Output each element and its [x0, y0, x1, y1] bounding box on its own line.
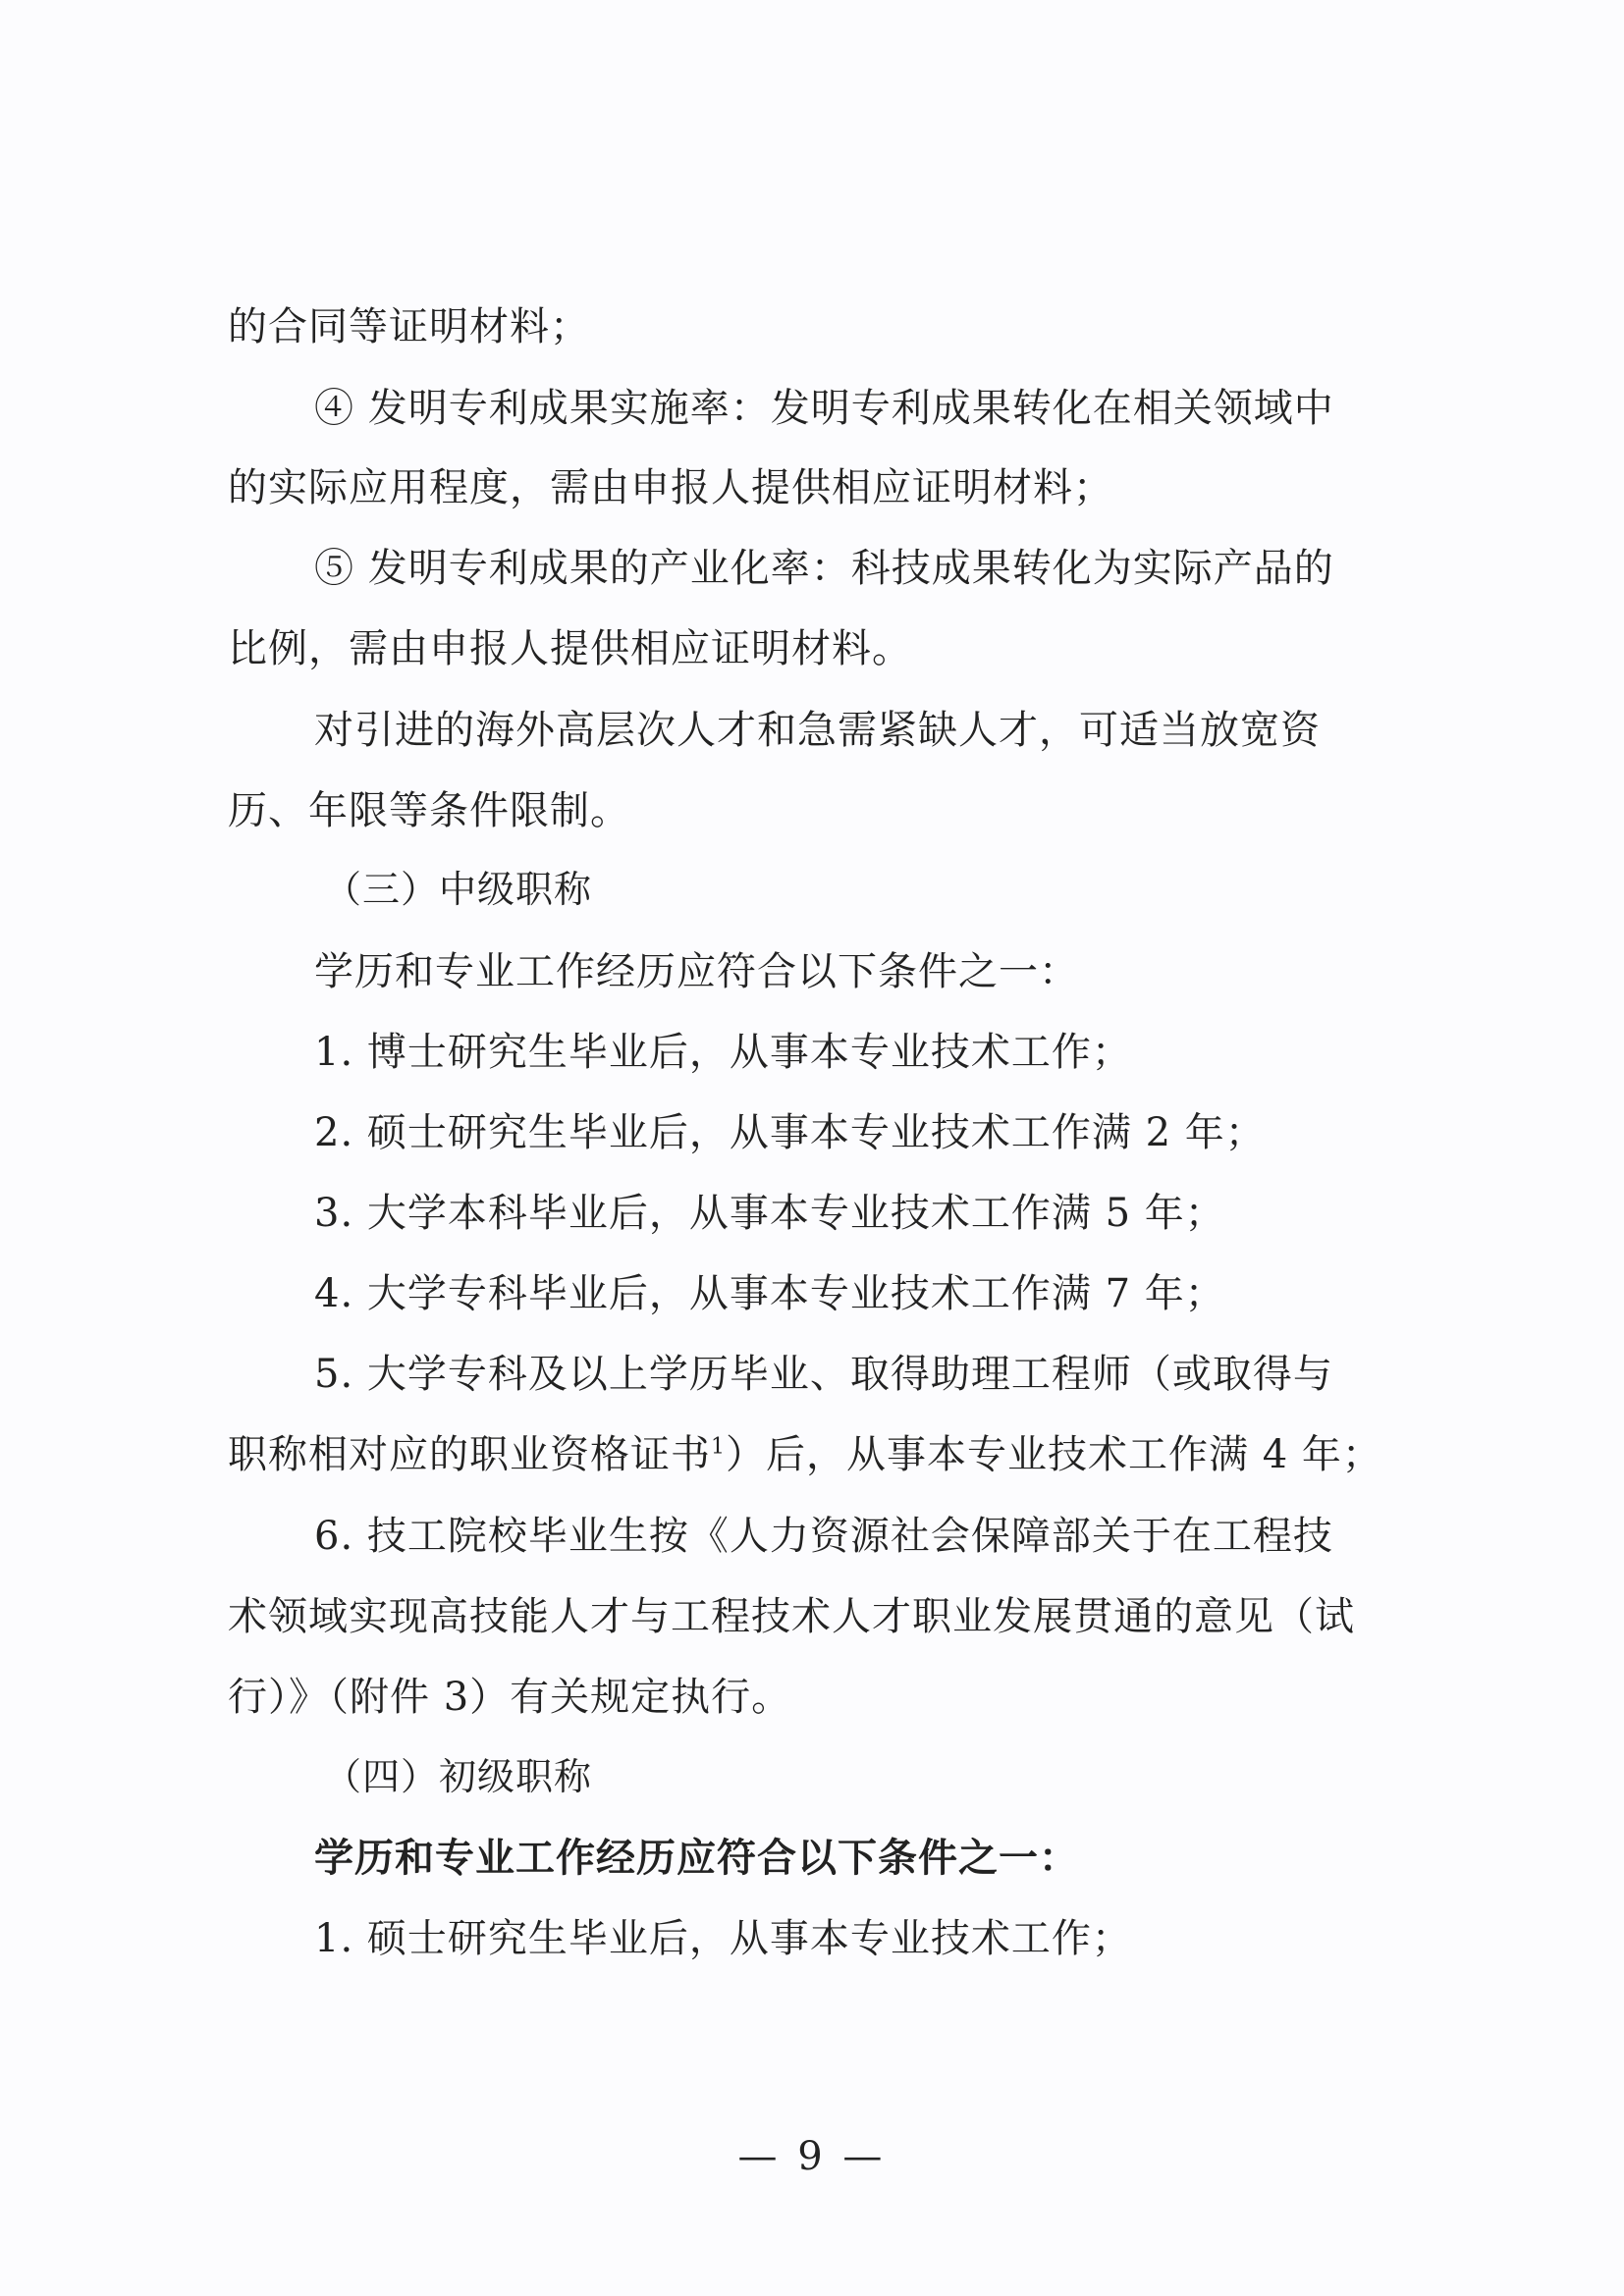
text-line: [228, 1432, 1426, 1477]
footnote-marker: 1: [711, 1434, 726, 1460]
list-item: 3. 大学本科毕业后，从事本专业技术工作满 5 年；: [314, 1191, 1225, 1236]
text-line: 行）》（附件 3）有关规定执行。: [228, 1675, 792, 1720]
list-item: 4. 大学专科毕业后，从事本专业技术工作满 7 年；: [314, 1271, 1225, 1316]
text-line: 对引进的海外高层次人才和急需紧缺人才，可适当放宽资: [314, 708, 1321, 753]
section-heading: （三）中级职称: [324, 868, 593, 911]
list-item: 2. 硕士研究生毕业后，从事本专业技术工作满 2 年；: [314, 1110, 1266, 1155]
list-item: 1. 硕士研究生毕业后，从事本专业技术工作；: [314, 1916, 1132, 1961]
list-item: 5. 大学专科及以上学历毕业、取得助理工程师（或取得与: [314, 1352, 1333, 1397]
text-line: 学历和专业工作经历应符合以下条件之一：: [314, 949, 1079, 994]
text-line: 的合同等证明材料；: [228, 304, 590, 349]
text-line: 的实际应用程度，需由申报人提供相应证明材料；: [228, 465, 1113, 510]
bold-text-line: 学历和专业工作经历应符合以下条件之一：: [314, 1835, 1079, 1881]
list-item: 1. 博士研究生毕业后，从事本专业技术工作；: [314, 1030, 1132, 1075]
text-line: 比例，需由申报人提供相应证明材料。: [228, 626, 912, 671]
list-item: 6. 技工院校毕业生按《人力资源社会保障部关于在工程技: [314, 1514, 1333, 1559]
text-line: ⑤ 发明专利成果的产业化率：科技成果转化为实际产品的: [314, 546, 1334, 591]
text-segment: 职称相对应的职业资格证书: [228, 1432, 711, 1477]
page-number: — 9 —: [737, 2134, 887, 2179]
text-line: 术领域实现高技能人才与工程技术人才职业发展贯通的意见（试: [228, 1594, 1355, 1639]
text-line: ④ 发明专利成果实施率：发明专利成果转化在相关领域中: [314, 386, 1334, 431]
section-heading: （四）初级职称: [324, 1755, 593, 1798]
text-segment: ）后，从事本专业技术工作满 4 年；: [726, 1432, 1382, 1477]
text-line: 历、年限等条件限制。: [228, 788, 630, 833]
